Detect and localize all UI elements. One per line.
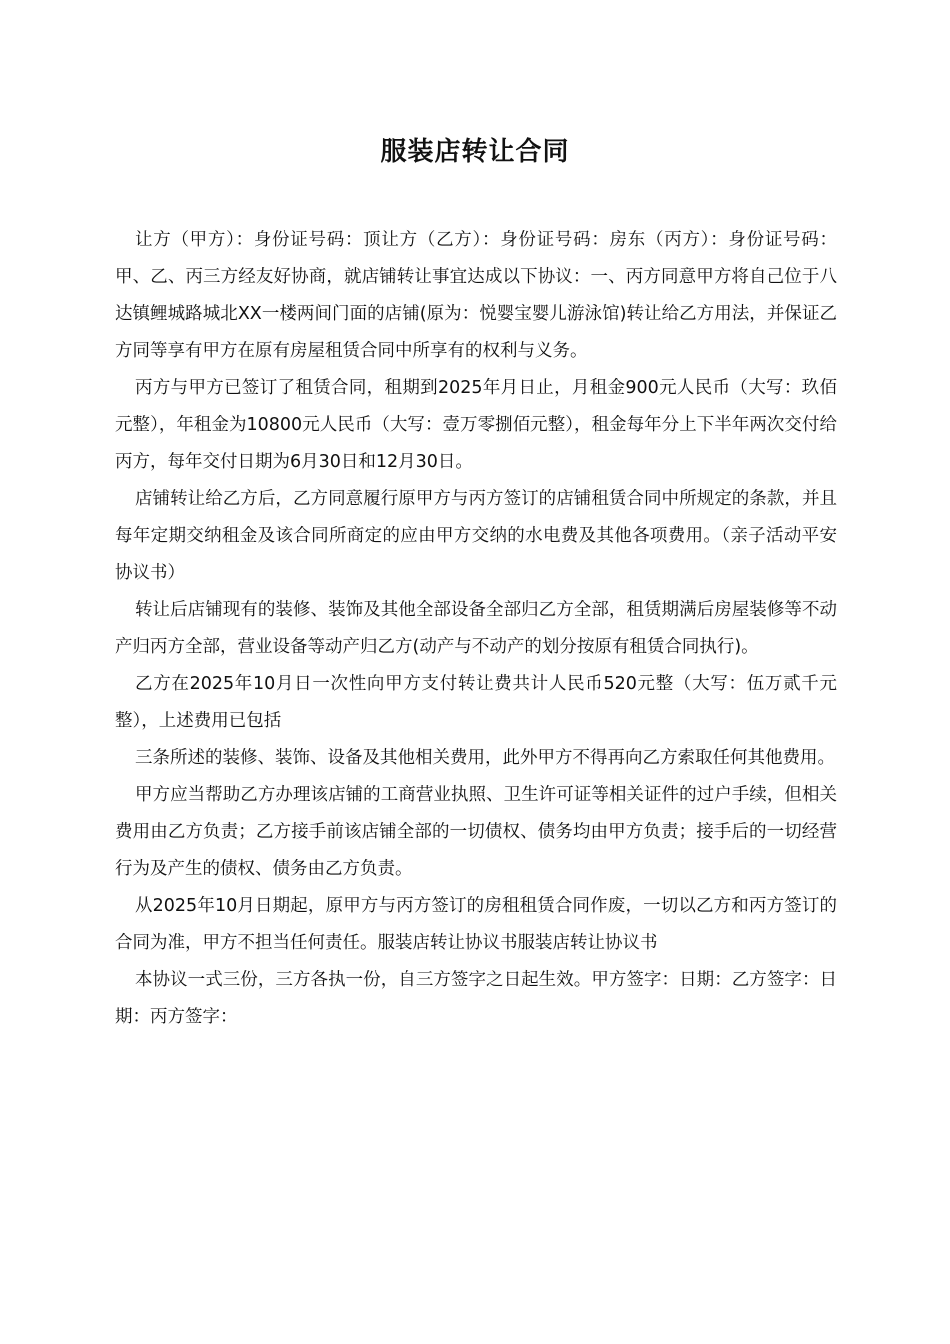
paragraph-effective-date: 从2025年10月日期起，原甲方与丙方签订的房租租赁合同作废，一切以乙方和丙方签订的合同为准，甲方不担当任何责任。服装店转让协议书服装店转让协议书 — [115, 896, 837, 953]
document-title: 服装店转让合同 — [380, 137, 570, 167]
document-body — [115, 222, 837, 1036]
paragraph-signatures: 本协议一式三份，三方各执一份，自三方签字之日起生效。甲方签字：日期：乙方签字：日期：丙方签字： — [115, 970, 837, 1027]
paragraph-obligations: 店铺转让给乙方后，乙方同意履行原甲方与丙方签订的店铺租赁合同中所规定的条款，并且每年定期交纳租金及该合同所商定的应由甲方交纳的水电费及其他各项费用。（亲子活动平安协议书） — [115, 489, 837, 583]
paragraph-parties: 让方（甲方）：身份证号码：顶让方（乙方）：身份证号码：房东（丙方）：身份证号码：甲、乙、丙三方经友好协商，就店铺转让事宜达成以下协议：一、丙方同意甲方将自己位于八达镇鲤城路城北XX一楼两间门面的店铺(原为：悦婴宝婴儿游泳馆)转让给乙方用法，并保证乙方同等享有甲方在原有房屋租赁合同中所享有的权利与义务。 — [115, 230, 837, 361]
paragraph-lease-terms: 丙方与甲方已签订了租赁合同，租期到2025年月日止，月租金900元人民币（大写：玖佰元整），年租金为10800元人民币（大写：壹万零捌佰元整），租金每年分上下半年两次交付给丙方，每年交付日期为6月30日和12月30日。 — [115, 378, 837, 472]
paragraph-equipment: 转让后店铺现有的装修、装饰及其他全部设备全部归乙方全部，租赁期满后房屋装修等不动产归丙方全部，营业设备等动产归乙方(动产与不动产的划分按原有租赁合同执行)。 — [115, 600, 837, 657]
paragraph-transfer-fee: 乙方在2025年10月日一次性向甲方支付转让费共计人民币520元整（大写：伍万贰千元整），上述费用已包括 — [115, 674, 837, 731]
paragraph-licenses: 甲方应当帮助乙方办理该店铺的工商营业执照、卫生许可证等相关证件的过户手续，但相关费用由乙方负责；乙方接手前该店铺全部的一切债权、债务均由甲方负责；接手后的一切经营行为及产生的债权、债务由乙方负责。 — [115, 785, 837, 879]
paragraph-fee-scope: 三条所述的装修、装饰、设备及其他相关费用，此外甲方不得再向乙方索取任何其他费用。 — [135, 748, 835, 768]
